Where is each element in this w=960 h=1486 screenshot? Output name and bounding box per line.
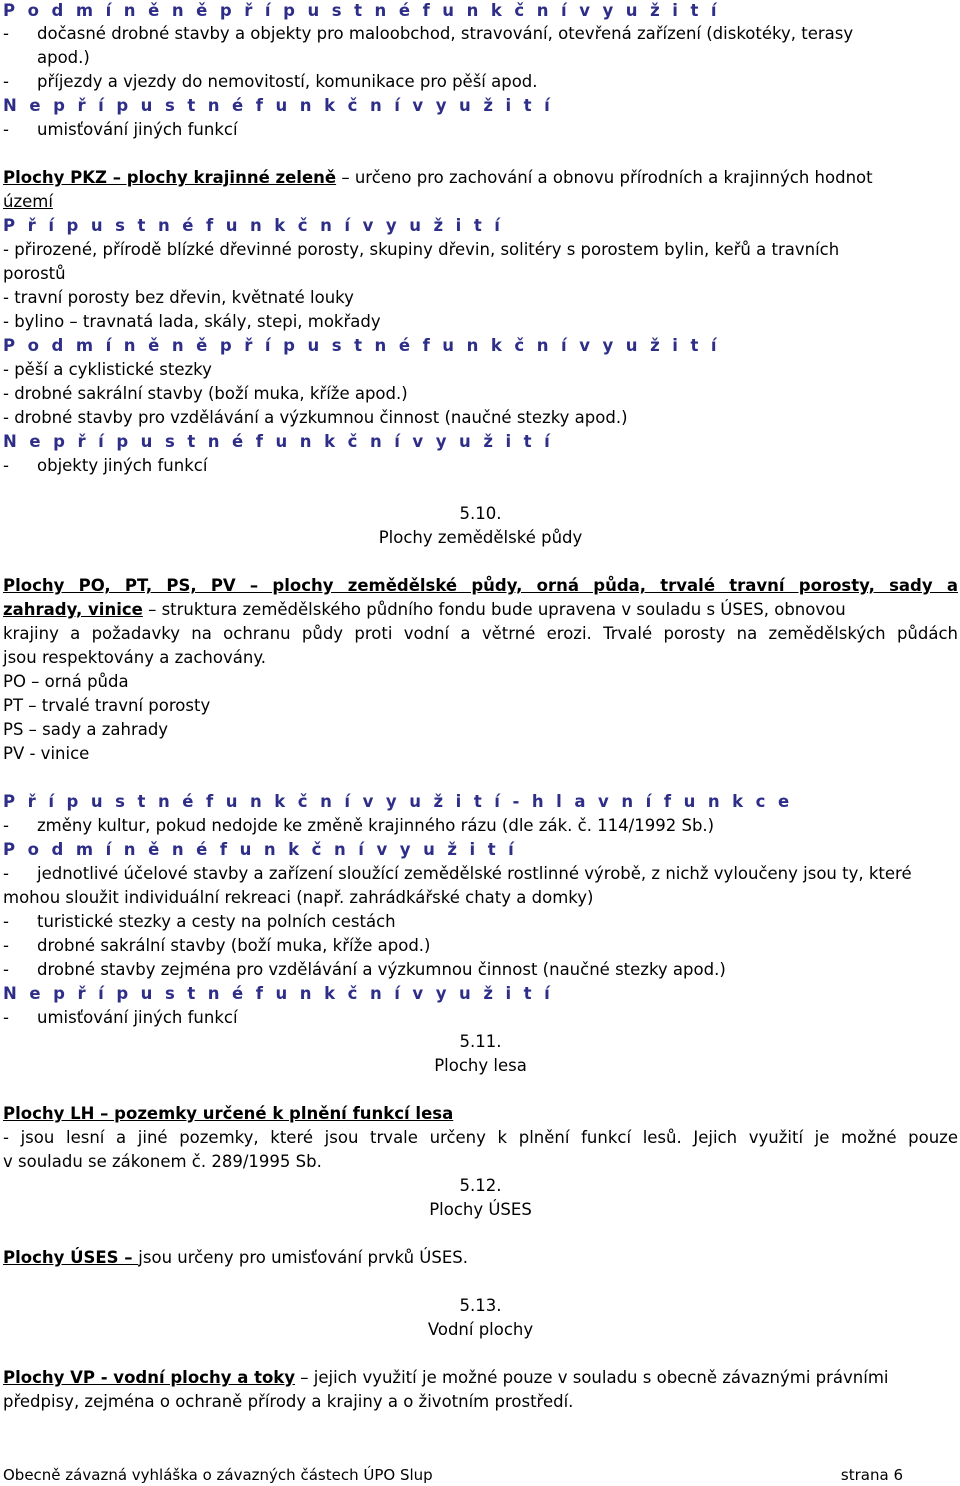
paragraph-line: - jsou lesní a jiné pozemky, které jsou trvale určeny k plnění funkcí lesů. Jejich využití je možné pouze — [3, 1128, 958, 1147]
list-item — [3, 910, 396, 934]
paragraph-line: v souladu se zákonem č. 289/1995 Sb. — [3, 1152, 322, 1171]
paragraph-line: porostů — [3, 264, 66, 283]
paragraph-line: - přirozené, přírodě blízké dřevinné porosty, skupiny dřevin, solitéry s porostem bylin, keřů a travních — [3, 240, 840, 259]
paragraph-line — [3, 598, 846, 622]
list-item-text: umisťování jiných funkcí — [37, 120, 238, 139]
section-number: 5.11. — [459, 1032, 502, 1051]
heading-forbidden-uses: N e p ř í p u s t n é f u n k č n í v y u ž i t í — [3, 96, 554, 115]
dash: - — [3, 936, 9, 955]
list-item — [3, 958, 726, 982]
paragraph-line: - drobné stavby pro vzdělávání a výzkumnou činnost (naučné stezky apod.) — [3, 408, 628, 427]
pkz-description-end: území — [3, 192, 53, 211]
list-item-continuation: apod.) — [37, 48, 90, 67]
pkz-heading: Plochy PKZ – plochy krajinné zeleně — [3, 168, 337, 187]
list-item-text: drobné sakrální stavby (boží muka, kříže apod.) — [37, 936, 431, 955]
section-number: 5.10. — [459, 504, 502, 523]
dash: - — [3, 72, 9, 91]
dash: - — [3, 864, 9, 883]
section-number: 5.13. — [459, 1296, 502, 1315]
list-item — [3, 934, 430, 958]
heading-allowed-uses: P ř í p u s t n é f u n k č n í v y u ž i t í — [3, 216, 504, 235]
heading-conditional-uses: P o d m í n ě n ě p ř í p u s t n é f u n k č n í v y u ž i t í — [3, 336, 720, 355]
list-item-text: objekty jiných funkcí — [37, 456, 208, 475]
list-item-text: umisťování jiných funkcí — [37, 1008, 238, 1027]
list-item-text: změny kultur, pokud nedojde ke změně krajinného rázu (dle zák. č. 114/1992 Sb.) — [37, 816, 715, 835]
dash: - — [3, 24, 9, 43]
heading-continuation: zahrady, vinice — [3, 600, 143, 619]
list-item-text: příjezdy a vjezdy do nemovitostí, komunikace pro pěší apod. — [37, 72, 538, 91]
dash: - — [3, 1008, 9, 1027]
pkz-description: – určeno pro zachování a obnovu přírodních a krajinných hodnot — [336, 168, 873, 187]
section-po-pt-ps-pv-heading: Plochy PO, PT, PS, PV – plochy zemědělské půdy, orná půda, trvalé travní porosty, sady a — [3, 576, 958, 595]
list-item-continuation: mohou sloužit individuální rekreaci (např. zahrádkářské chaty a domky) — [3, 888, 594, 907]
list-item-text: drobné stavby zejména pro vzdělávání a výzkumnou činnost (naučné stezky apod.) — [37, 960, 726, 979]
section-title: Plochy lesa — [434, 1056, 527, 1075]
heading-forbidden-uses: N e p ř í p u s t n é f u n k č n í v y u ž i t í — [3, 432, 554, 451]
footer-page-number: strana 6 — [840, 1466, 903, 1484]
footer-document-title: Obecně závazná vyhláška o závazných částech ÚPO Slup — [3, 1466, 433, 1484]
heading-forbidden-uses: N e p ř í p u s t n é f u n k č n í v y u ž i t í — [3, 984, 554, 1003]
list-item — [3, 22, 853, 46]
dash: - — [3, 120, 9, 139]
list-item — [3, 454, 207, 478]
section-title: Vodní plochy — [427, 1320, 534, 1339]
vp-heading: Plochy VP - vodní plochy a toky — [3, 1368, 296, 1387]
legend-line: PO – orná půda — [3, 672, 129, 691]
paragraph-line: - travní porosty bez dřevin, květnaté louky — [3, 288, 354, 307]
list-item — [3, 1006, 238, 1030]
uses-heading: Plochy ÚSES – — [3, 1248, 139, 1267]
dash: - — [3, 816, 9, 835]
list-item — [3, 862, 912, 886]
paragraph-line: - bylino – travnatá lada, skály, stepi, mokřady — [3, 312, 381, 331]
paragraph-line: - pěší a cyklistické stezky — [3, 360, 212, 379]
vp-text: – jejich využití je možné pouze v souladu s obecně závaznými právními — [295, 1368, 889, 1387]
list-item — [3, 118, 238, 142]
heading-allowed-main-function: P ř í p u s t n é f u n k č n í v y u ž i t í - h l a v n í f u n k c e — [3, 792, 793, 811]
section-vp-line — [3, 1366, 889, 1390]
section-lh-heading: Plochy LH – pozemky určené k plnění funkcí lesa — [3, 1104, 454, 1123]
uses-text: jsou určeny pro umisťování prvků ÚSES. — [138, 1248, 468, 1267]
list-item-text: dočasné drobné stavby a objekty pro maloobchod, stravování, otevřená zařízení (diskotéky, terasy — [37, 24, 854, 43]
page-footer — [3, 1466, 903, 1484]
heading-conditional-uses: P o d m í n ě n é f u n k č n í v y u ž i t í — [3, 840, 518, 859]
list-item — [3, 70, 538, 94]
section-pkz-title — [3, 166, 873, 190]
paragraph-line: krajiny a požadavky na ochranu půdy proti vodní a větrné erozi. Trvalé porosty na zemědělských půdách — [3, 624, 958, 643]
section-title: Plochy ÚSES — [429, 1200, 532, 1219]
section-uses-line — [3, 1246, 468, 1270]
legend-line: PV - vinice — [3, 744, 90, 763]
section-title: Plochy zemědělské půdy — [378, 528, 583, 547]
legend-line: PT – trvalé travní porosty — [3, 696, 211, 715]
paragraph-text: – struktura zemědělského půdního fondu bude upravena v souladu s ÚSES, obnovou — [142, 600, 846, 619]
list-item-text: jednotlivé účelové stavby a zařízení sloužící zemědělské rostlinné výrobě, z nichž vyloučeny jsou ty, které — [37, 864, 912, 883]
paragraph-line: předpisy, zejména o ochraně přírody a krajiny a o životním prostředí. — [3, 1392, 574, 1411]
list-item — [3, 814, 714, 838]
paragraph-line: jsou respektovány a zachovány. — [3, 648, 266, 667]
section-number: 5.12. — [459, 1176, 502, 1195]
dash: - — [3, 912, 9, 931]
legend-line: PS – sady a zahrady — [3, 720, 169, 739]
paragraph-line: - drobné sakrální stavby (boží muka, kříže apod.) — [3, 384, 408, 403]
dash: - — [3, 456, 9, 475]
list-item-text: turistické stezky a cesty na polních cestách — [37, 912, 396, 931]
dash: - — [3, 960, 9, 979]
heading-conditional-uses: P o d m í n ě n ě p ř í p u s t n é f u n k č n í v y u ž i t í — [3, 1, 720, 20]
